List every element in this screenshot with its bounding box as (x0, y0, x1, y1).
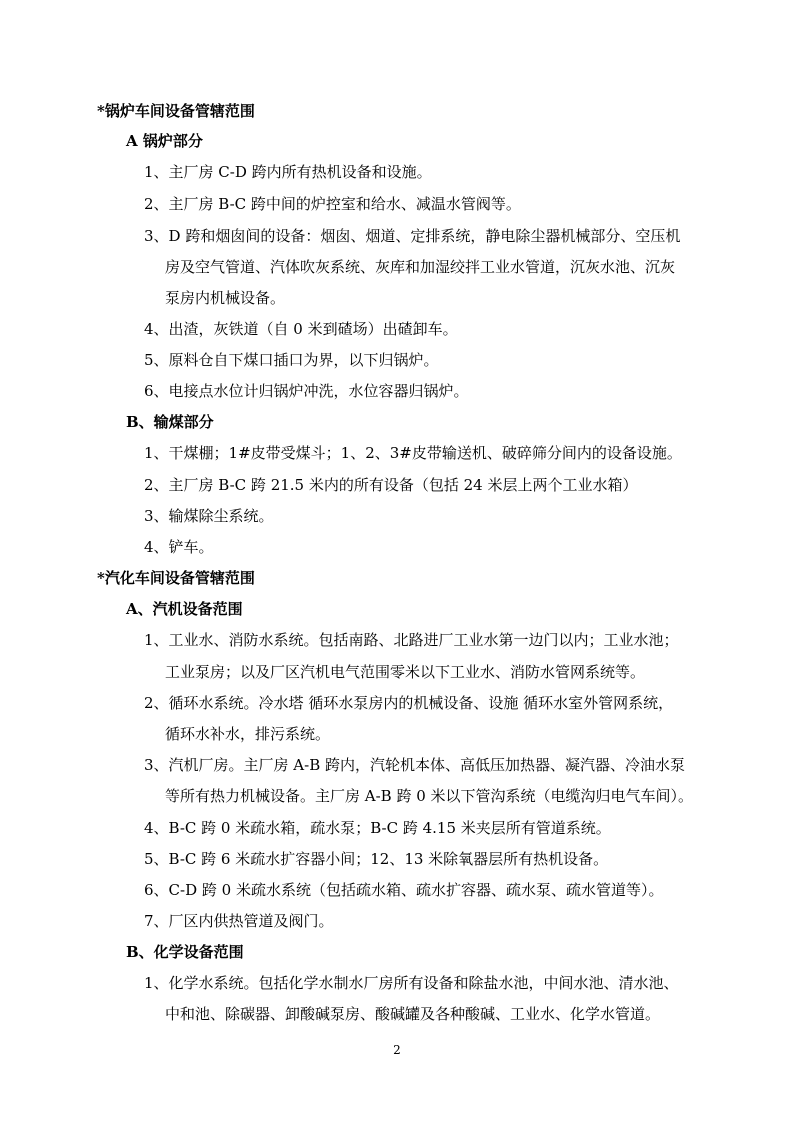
subsection-title: A、汽机设备范围 (126, 600, 243, 618)
list-item-line: 4、B-C 跨 0 米疏水箱，疏水泵；B-C 跨 4.15 米夹层所有管道系统。 (144, 819, 611, 837)
list-item-line: 3、汽机厂房。主厂房 A-B 跨内，汽轮机本体、高低压加热器、凝汽器、冷油水泵 (144, 756, 686, 774)
list-item-line: 1、主厂房 C-D 跨内所有热机设备和设施。 (144, 163, 432, 181)
list-item-line: 5、B-C 跨 6 米疏水扩容器小间；12、13 米除氧器层所有热机设备。 (144, 850, 609, 868)
list-item-line: 5、原料仓自下煤口插口为界，以下归锅炉。 (144, 351, 439, 369)
list-item-line: 2、循环水系统。冷水塔 循环水泵房内的机械设备、设施 循环水室外管网系统， (144, 694, 674, 712)
subsection-title: A 锅炉部分 (126, 132, 203, 150)
list-item-line: 2、主厂房 B-C 跨 21.5 米内的所有设备（包括 24 米层上两个工业水箱） (144, 476, 638, 494)
list-item-line: 中和池、除碳器、卸酸碱泵房、酸碱罐及各种酸碱、工业水、化学水管道。 (165, 1005, 661, 1023)
list-item-line: 4、铲车。 (144, 538, 214, 556)
list-item-line: 泵房内机械设备。 (165, 289, 286, 307)
list-item-line: 循环水补水，排污系统。 (165, 725, 331, 743)
page-number: 2 (393, 1043, 401, 1057)
section-title: *锅炉车间设备管辖范围 (97, 102, 255, 120)
section-title: *汽化车间设备管辖范围 (97, 569, 255, 587)
list-item-line: 6、电接点水位计归锅炉冲洗，水位容器归锅炉。 (144, 382, 469, 400)
list-item-line: 7、厂区内供热管道及阀门。 (144, 912, 334, 930)
list-item-line: 2、主厂房 B-C 跨中间的炉控室和给水、减温水管阀等。 (144, 195, 521, 213)
list-item-line: 1、工业水、消防水系统。包括南路、北路进厂工业水第一边门以内；工业水池； (144, 631, 679, 649)
list-item-line: 1、化学水系统。包括化学水制水厂房所有设备和除盐水池，中间水池、清水池、 (144, 974, 679, 992)
subsection-title: B、化学设备范围 (126, 943, 244, 961)
list-item-line: 3、D 跨和烟囱间的设备：烟囱、烟道、定排系统，静电除尘器机械部分、空压机 (144, 227, 681, 245)
list-item-line: 房及空气管道、汽体吹灰系统、灰库和加湿绞拌工业水管道，沉灰水池、沉灰 (165, 258, 676, 276)
list-item-line: 工业泵房；以及厂区汽机电气范围零米以下工业水、消防水管网系统等。 (165, 663, 646, 681)
list-item-line: 等所有热力机械设备。主厂房 A-B 跨 0 米以下管沟系统（电缆沟归电气车间）。 (165, 787, 694, 805)
subsection-title: B、输煤部分 (126, 413, 214, 431)
list-item-line: 6、C-D 跨 0 米疏水系统（包括疏水箱、疏水扩容器、疏水泵、疏水管道等）。 (144, 881, 664, 899)
list-item-line: 3、输煤除尘系统。 (144, 507, 274, 525)
list-item-line: 1、干煤棚；1#皮带受煤斗；1、2、3#皮带输送机、破碎筛分间内的设备设施。 (144, 444, 682, 462)
list-item-line: 4、出渣，灰铁道（自 0 米到碴场）出碴卸车。 (144, 320, 458, 338)
